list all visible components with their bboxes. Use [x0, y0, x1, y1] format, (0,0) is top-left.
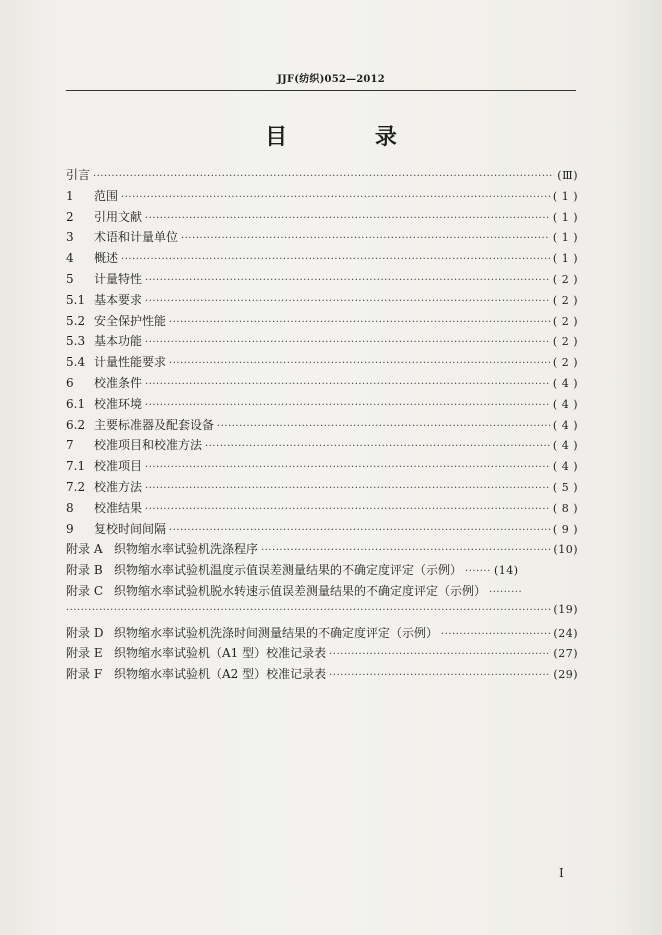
dot-leader — [145, 379, 550, 390]
toc-entry[interactable] — [66, 166, 578, 187]
toc-entry-continuation[interactable] — [66, 603, 578, 624]
toc-entry-page: ( 4 ) — [552, 439, 578, 453]
dot-leader — [489, 587, 523, 598]
toc-entry[interactable] — [66, 312, 578, 333]
toc-entry-number: 附录 B — [66, 563, 103, 578]
dot-leader — [465, 566, 491, 577]
toc-entry-page: ( 5 ) — [552, 480, 578, 494]
toc-entry-page: (10) — [553, 543, 578, 557]
toc-entry[interactable] — [66, 353, 578, 374]
toc-entry-number: 6.1 — [66, 396, 86, 411]
toc-entry-label: 校准项目 — [94, 459, 143, 474]
dot-leader — [169, 358, 550, 369]
toc-entry-label: 织物缩水率试验机温度示值误差测量结果的不确定度评定（示例） — [114, 563, 463, 578]
toc-entry-label: 基本功能 — [94, 334, 143, 349]
toc-entry[interactable] — [66, 540, 578, 561]
toc-entry[interactable] — [66, 291, 578, 312]
toc-entry[interactable] — [66, 187, 578, 208]
toc-entry-label: 校准环境 — [94, 396, 143, 411]
toc-entry-page: (27) — [553, 647, 578, 661]
toc-entry[interactable] — [66, 249, 578, 270]
dot-leader — [121, 192, 550, 203]
toc-entry-number: 附录 D — [66, 625, 104, 640]
toc-entry-label: 主要标准器及配套设备 — [94, 417, 215, 432]
toc-entry[interactable] — [66, 332, 578, 353]
dot-leader — [93, 171, 554, 182]
toc-entry[interactable] — [66, 457, 578, 478]
toc-entry-number: 8 — [66, 500, 74, 515]
dot-leader — [145, 337, 550, 348]
toc-entry-label: 计量性能要求 — [94, 355, 167, 370]
toc-entry[interactable] — [66, 270, 578, 291]
toc-entry-page: ( 4 ) — [552, 418, 578, 432]
toc-entry-page: ( 2 ) — [552, 335, 578, 349]
toc-entry-label: 校准项目和校准方法 — [94, 438, 203, 453]
dot-leader — [145, 296, 550, 307]
toc-entry-page: ( 1 ) — [552, 189, 578, 203]
toc-entry-page: ( 2 ) — [552, 314, 578, 328]
toc-entry-number: 7.2 — [66, 479, 86, 494]
dot-leader — [441, 629, 550, 640]
toc-entry-label: 复校时间间隔 — [94, 521, 167, 536]
toc-entry-number: 3 — [66, 230, 74, 245]
toc-entry[interactable] — [66, 520, 578, 541]
toc-entry-label: 术语和计量单位 — [94, 230, 179, 245]
dot-leader — [145, 483, 550, 494]
toc-entry-number: 7 — [66, 438, 74, 453]
toc-entry[interactable] — [66, 665, 578, 686]
toc-entry-page: (19) — [553, 602, 578, 616]
toc-entry-page: ( 8 ) — [552, 501, 578, 515]
toc-entry-number: 5.1 — [66, 292, 86, 307]
toc-entry-label: 校准条件 — [94, 375, 143, 390]
toc-entry-number: 附录 A — [66, 542, 103, 557]
toc-entry-number: 6 — [66, 375, 74, 390]
toc-entry-page: (Ⅲ) — [557, 169, 578, 182]
toc-entry-number: 5.3 — [66, 334, 86, 349]
toc-entry[interactable] — [66, 478, 578, 499]
toc-entry-number: 5 — [66, 271, 74, 286]
dot-leader — [329, 670, 550, 681]
toc-entry-page: ( 2 ) — [552, 293, 578, 307]
toc-entry[interactable] — [66, 624, 578, 645]
toc-entry-page: ( 2 ) — [552, 356, 578, 370]
toc-entry-label: 织物缩水率试验机脱水转速示值误差测量结果的不确定度评定（示例） — [114, 583, 487, 598]
toc-entry-label: 织物缩水率试验机（A2 型）校准记录表 — [114, 667, 327, 682]
toc-entry[interactable] — [66, 395, 578, 416]
toc-entry-label: 安全保护性能 — [94, 313, 167, 328]
toc-entry-page: ( 4 ) — [552, 460, 578, 474]
toc-entry-label: 引言 — [66, 168, 91, 182]
dot-leader — [121, 254, 550, 265]
toc-entry[interactable] — [66, 644, 578, 665]
toc-entry-page: ( 1 ) — [552, 252, 578, 266]
toc-entry[interactable] — [66, 374, 578, 395]
toc-entry[interactable] — [66, 208, 578, 229]
toc-entry[interactable] — [66, 416, 578, 437]
toc-entry-page: (14) — [494, 564, 519, 578]
toc-entry-label: 织物缩水率试验机（A1 型）校准记录表 — [114, 646, 327, 661]
toc-entry-label: 范围 — [94, 188, 119, 203]
dot-leader — [169, 525, 550, 536]
dot-leader — [145, 504, 550, 515]
toc-entry-page: ( 9 ) — [552, 522, 578, 536]
table-of-contents — [66, 166, 578, 686]
dot-leader — [181, 233, 550, 244]
dot-leader — [169, 317, 550, 328]
toc-entry-number: 5.2 — [66, 313, 86, 328]
toc-entry-label: 校准结果 — [94, 500, 143, 515]
dot-leader — [205, 441, 550, 452]
dot-leader — [261, 545, 550, 556]
toc-entry-label: 织物缩水率试验机洗涤时间测量结果的不确定度评定（示例） — [114, 625, 439, 640]
toc-entry-number: 7.1 — [66, 459, 86, 474]
dot-leader — [145, 213, 550, 224]
dot-leader — [329, 649, 550, 660]
toc-entry-label: 引用文献 — [94, 209, 143, 224]
toc-entry-number: 1 — [66, 188, 74, 203]
toc-entry-label: 概述 — [94, 251, 119, 266]
toc-entry-number: 附录 E — [66, 646, 103, 661]
toc-entry-label: 计量特性 — [94, 271, 143, 286]
toc-entry-page: (24) — [553, 626, 578, 640]
toc-entry-number: 4 — [66, 251, 74, 266]
standard-code-header: JJF(纺织)052—2012 — [277, 74, 385, 85]
dot-leader — [145, 275, 550, 286]
toc-entry-page: ( 1 ) — [552, 210, 578, 224]
toc-entry[interactable] — [66, 436, 578, 457]
toc-entry[interactable] — [66, 582, 578, 603]
dot-leader — [217, 421, 550, 432]
toc-entry-page: ( 2 ) — [552, 272, 578, 286]
toc-entry-page: (29) — [553, 668, 578, 682]
toc-entry-number: 2 — [66, 209, 74, 224]
toc-entry[interactable] — [66, 561, 578, 582]
toc-entry-number: 5.4 — [66, 355, 86, 370]
toc-entry-number: 9 — [66, 521, 74, 536]
toc-entry-page: ( 4 ) — [552, 397, 578, 411]
toc-entry-number: 附录 F — [66, 667, 103, 682]
page-number: I — [559, 866, 564, 880]
dot-leader — [66, 605, 550, 616]
toc-entry-page: ( 4 ) — [552, 376, 578, 390]
toc-entry-page: ( 1 ) — [552, 231, 578, 245]
toc-entry[interactable] — [66, 228, 578, 249]
toc-entry-number: 附录 C — [66, 583, 103, 598]
page-title: 目 录 — [265, 124, 437, 150]
toc-entry-number: 6.2 — [66, 417, 86, 432]
toc-entry-label: 织物缩水率试验机洗涤程序 — [114, 542, 259, 557]
header-rule — [66, 90, 576, 91]
toc-entry[interactable] — [66, 499, 578, 520]
dot-leader — [145, 400, 550, 411]
toc-entry-label: 校准方法 — [94, 479, 143, 494]
toc-entry-label: 基本要求 — [94, 292, 143, 307]
dot-leader — [145, 462, 550, 473]
